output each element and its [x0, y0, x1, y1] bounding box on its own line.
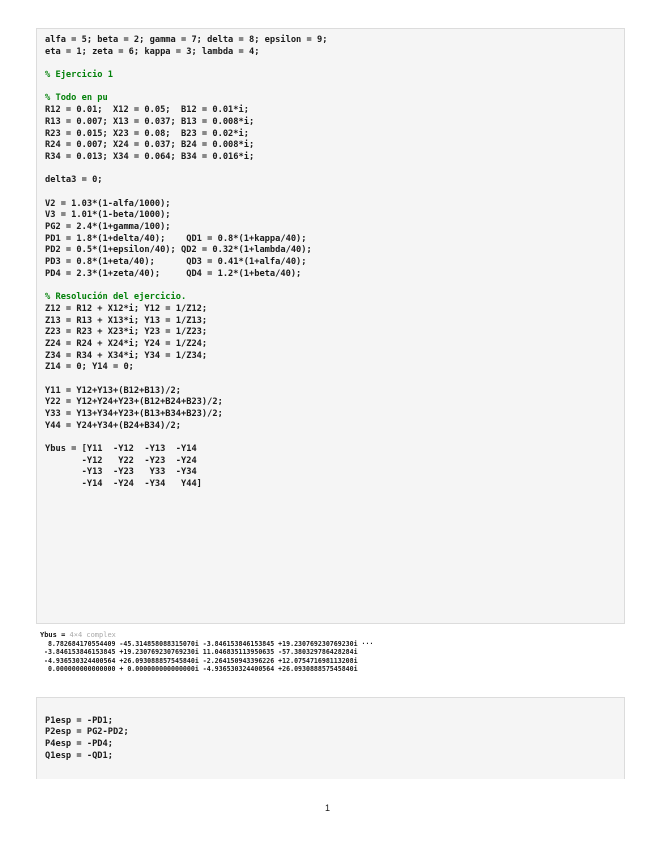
- code-blank-line: [45, 164, 616, 176]
- code-line: R23 = 0.015; X23 = 0.08; B23 = 0.02*i;: [45, 128, 249, 139]
- code-line: PD1 = 1.8*(1+delta/40); QD1 = 0.8*(1+kappa/40);: [45, 233, 307, 244]
- code-comment-line: % Ejercicio 1: [45, 70, 113, 81]
- code-line: Ybus = [Y11 -Y12 -Y13 -Y14: [45, 444, 197, 455]
- code-block-2[interactable]: [36, 697, 625, 779]
- code-line: PD2 = 0.5*(1+epsilon/40); QD2 = 0.32*(1+lambda/40);: [45, 245, 312, 256]
- code-line: R34 = 0.013; X34 = 0.064; B34 = 0.016*i;: [45, 151, 255, 162]
- code-line: R12 = 0.01; X12 = 0.05; B12 = 0.01*i;: [45, 105, 249, 116]
- code-line: alfa = 5; beta = 2; gamma = 7; delta = 8; epsilon = 9;: [45, 35, 328, 45]
- output-matrix-row: -4.936530324400564 +26.093088857545840i -2.264150943396226 +12.075471698113208i: [40, 656, 358, 665]
- code-line: Z14 = 0; Y14 = 0;: [45, 362, 134, 373]
- code-line: -Y12 Y22 -Y23 -Y24: [45, 455, 197, 466]
- code-line: Z34 = R34 + X34*i; Y34 = 1/Z34;: [45, 350, 208, 361]
- output-matrix-row: -3.846153846153845 +19.230769230769230i 11.046835113950635 -57.380329786428284i: [40, 648, 358, 657]
- code-line: Z23 = R23 + X23*i; Y23 = 1/Z23;: [45, 327, 208, 338]
- code-line: P2esp = PG2-PD2;: [45, 727, 129, 738]
- output-matrix: [40, 640, 620, 674]
- output-matrix-row: 8.782684170554409 -45.314858088315070i -3.846153846153845 +19.230769230769230i ···: [40, 640, 374, 648]
- code-line: -Y14 -Y24 -Y34 Y44]: [45, 479, 202, 490]
- code-line: -Y13 -Y23 Y33 -Y34: [45, 467, 197, 478]
- code-comment-line: % Resolución del ejercicio.: [45, 292, 187, 303]
- code-line: Q1esp = -QD1;: [45, 750, 113, 761]
- code-line: Z13 = R13 + X13*i; Y13 = 1/Z13;: [45, 315, 208, 326]
- code-blank-line: [45, 58, 616, 70]
- code-line: delta3 = 0;: [45, 175, 103, 186]
- code-block-1[interactable]: [36, 28, 625, 624]
- code-line: P4esp = -PD4;: [45, 739, 113, 750]
- code-line: eta = 1; zeta = 6; kappa = 3; lambda = 4;: [45, 46, 260, 57]
- page-number: 1: [324, 803, 330, 813]
- output-matrix-row: 0.000000000000000 + 0.000000000000000i -4.936530324400564 +26.093088857545840i: [40, 665, 358, 674]
- code-line: Z12 = R12 + X12*i; Y12 = 1/Z12;: [45, 303, 208, 314]
- code-line: V3 = 1.01*(1-beta/1000);: [45, 210, 171, 221]
- code-line: Y11 = Y12+Y13+(B12+B13)/2;: [45, 385, 181, 396]
- code-blank-line: [45, 187, 616, 199]
- output-type-label: 4×4 complex: [69, 631, 116, 639]
- code-line: Y44 = Y24+Y34+(B24+B34)/2;: [45, 420, 181, 431]
- code-blank-line: [45, 704, 616, 716]
- code-line: Z24 = R24 + X24*i; Y24 = 1/Z24;: [45, 338, 208, 349]
- code-comment-line: % Todo en pu: [45, 93, 108, 104]
- code-line: Y22 = Y12+Y24+Y23+(B12+B24+B23)/2;: [45, 397, 223, 408]
- output-header: [40, 631, 620, 640]
- code-line: Y33 = Y13+Y34+Y23+(B13+B34+B23)/2;: [45, 409, 223, 419]
- code-line: P1esp = -PD1;: [45, 715, 113, 726]
- output-area: [40, 631, 620, 674]
- code-line: PD3 = 0.8*(1+eta/40); QD3 = 0.41*(1+alfa/40);: [45, 257, 307, 268]
- code-line: V2 = 1.03*(1-alfa/1000);: [45, 198, 171, 209]
- code-blank-line: [45, 82, 616, 94]
- code-blank-line: [45, 432, 616, 444]
- code-line: PG2 = 2.4*(1+gamma/100);: [45, 222, 171, 232]
- code-blank-line: [45, 374, 616, 386]
- code-blank-line: [45, 280, 616, 292]
- code-line: PD4 = 2.3*(1+zeta/40); QD4 = 1.2*(1+beta/40);: [45, 268, 302, 279]
- code-line: R24 = 0.007; X24 = 0.037; B24 = 0.008*i;: [45, 140, 255, 151]
- output-variable-name: Ybus =: [40, 631, 66, 639]
- code-line: R13 = 0.007; X13 = 0.037; B13 = 0.008*i;: [45, 116, 255, 127]
